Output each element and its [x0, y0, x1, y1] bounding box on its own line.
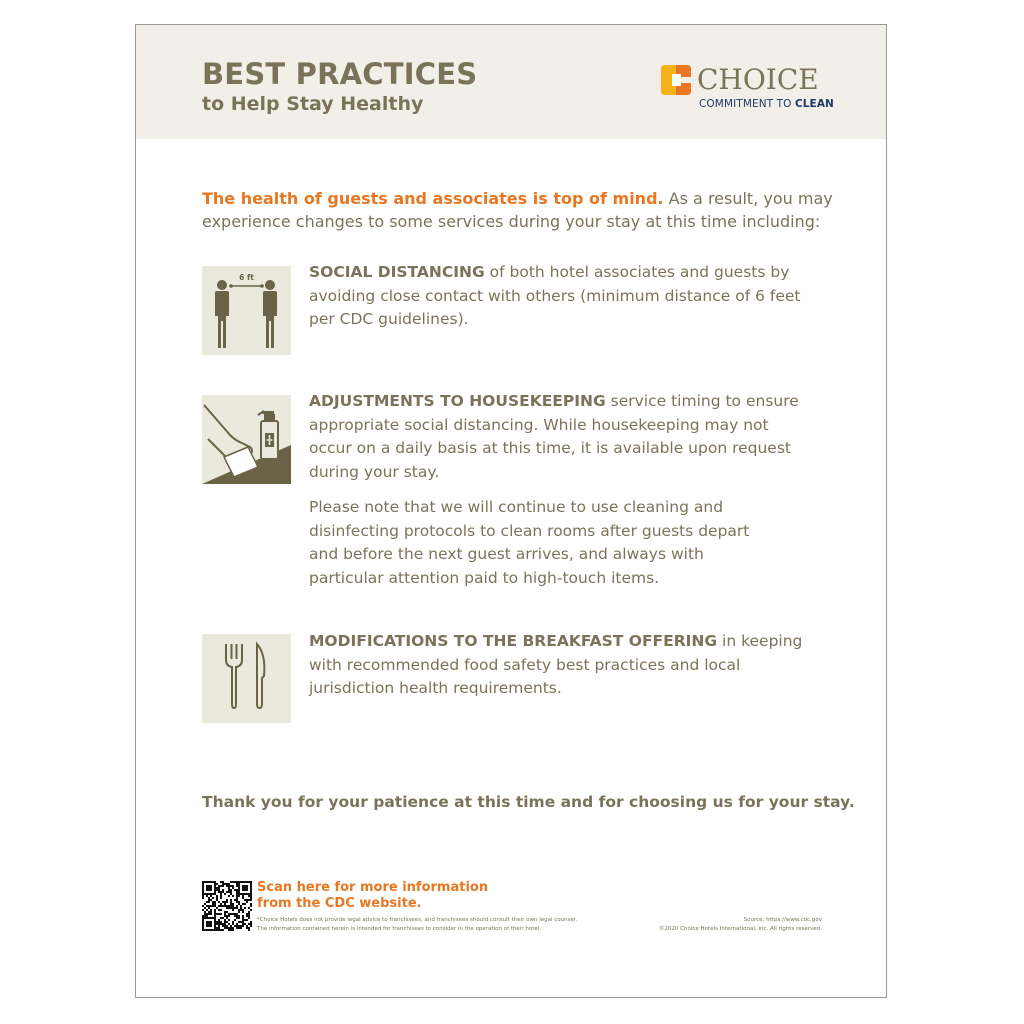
fork-knife-icon — [202, 634, 291, 723]
flyer-page — [135, 24, 887, 998]
page-subtitle: to Help Stay Healthy — [202, 93, 424, 115]
intro-lead: The health of guests and associates is top of mind. — [202, 189, 664, 208]
distance-label: 6 ft — [239, 273, 254, 282]
source-line: Source: https://www.cdc.gov — [743, 917, 822, 923]
page-title: BEST PRACTICES — [202, 57, 478, 91]
legal-disclaimer — [257, 916, 577, 934]
social-distancing-text — [309, 261, 809, 332]
qr-code[interactable] — [202, 881, 252, 931]
disclaimer-line-2: The information contained herein is intended for franchisees to consider in the operation of their hotel. — [257, 926, 542, 932]
logo-wordmark: CHOICE — [697, 63, 819, 96]
housekeeping-heading: ADJUSTMENTS TO HOUSEKEEPING — [309, 392, 606, 410]
disclaimer-line-1: *Choice Hotels does not provide legal advice to franchisees, and franchisees should consult their own legal counsel. — [257, 917, 578, 923]
intro-paragraph — [202, 187, 842, 233]
source-copyright — [659, 916, 822, 934]
intro-body: As a result, you may experience changes to some services during your stay at this time including: — [202, 189, 833, 231]
housekeeping-note: Please note that we will continue to use cleaning and disinfecting protocols to clean rooms after guests depart and before the next guest arrives, and always with particular attention paid to high-touch items. — [309, 498, 750, 587]
choice-logo — [661, 63, 834, 113]
housekeeping-text — [309, 390, 809, 484]
logo-tagline-emphasis: CLEAN — [794, 98, 834, 110]
logo-tagline-prefix: COMMITMENT TO — [699, 98, 795, 110]
breakfast-heading: MODIFICATIONS TO THE BREAKFAST OFFERING — [309, 632, 718, 650]
copyright-line: ©2020 Choice Hotels International, Inc. All rights reserved. — [658, 926, 822, 932]
housekeeping-body: service timing to ensure appropriate social distancing. While housekeeping may not occur on a daily basis at this time, it is available upon request during your stay. — [309, 392, 799, 481]
scan-line-1: Scan here for more information — [257, 880, 489, 895]
breakfast-body: in keeping with recommended food safety best practices and local jurisdiction health requirements. — [309, 632, 803, 697]
choice-logo-mark-icon — [661, 65, 691, 95]
cleaning-spray-icon — [202, 395, 291, 484]
header-band — [136, 25, 886, 139]
social-distancing-body: of both hotel associates and guests by avoiding close contact with others (minimum distance of 6 feet per CDC guidelines). — [309, 263, 801, 328]
social-distancing-icon — [202, 266, 291, 355]
thank-you-message: Thank you for your patience at this time and for choosing us for your stay. — [202, 793, 855, 811]
breakfast-text — [309, 630, 809, 701]
logo-tagline — [699, 98, 834, 110]
scan-line-2: from the CDC website. — [257, 896, 422, 911]
social-distancing-heading: SOCIAL DISTANCING — [309, 263, 485, 281]
scan-prompt — [257, 880, 488, 912]
